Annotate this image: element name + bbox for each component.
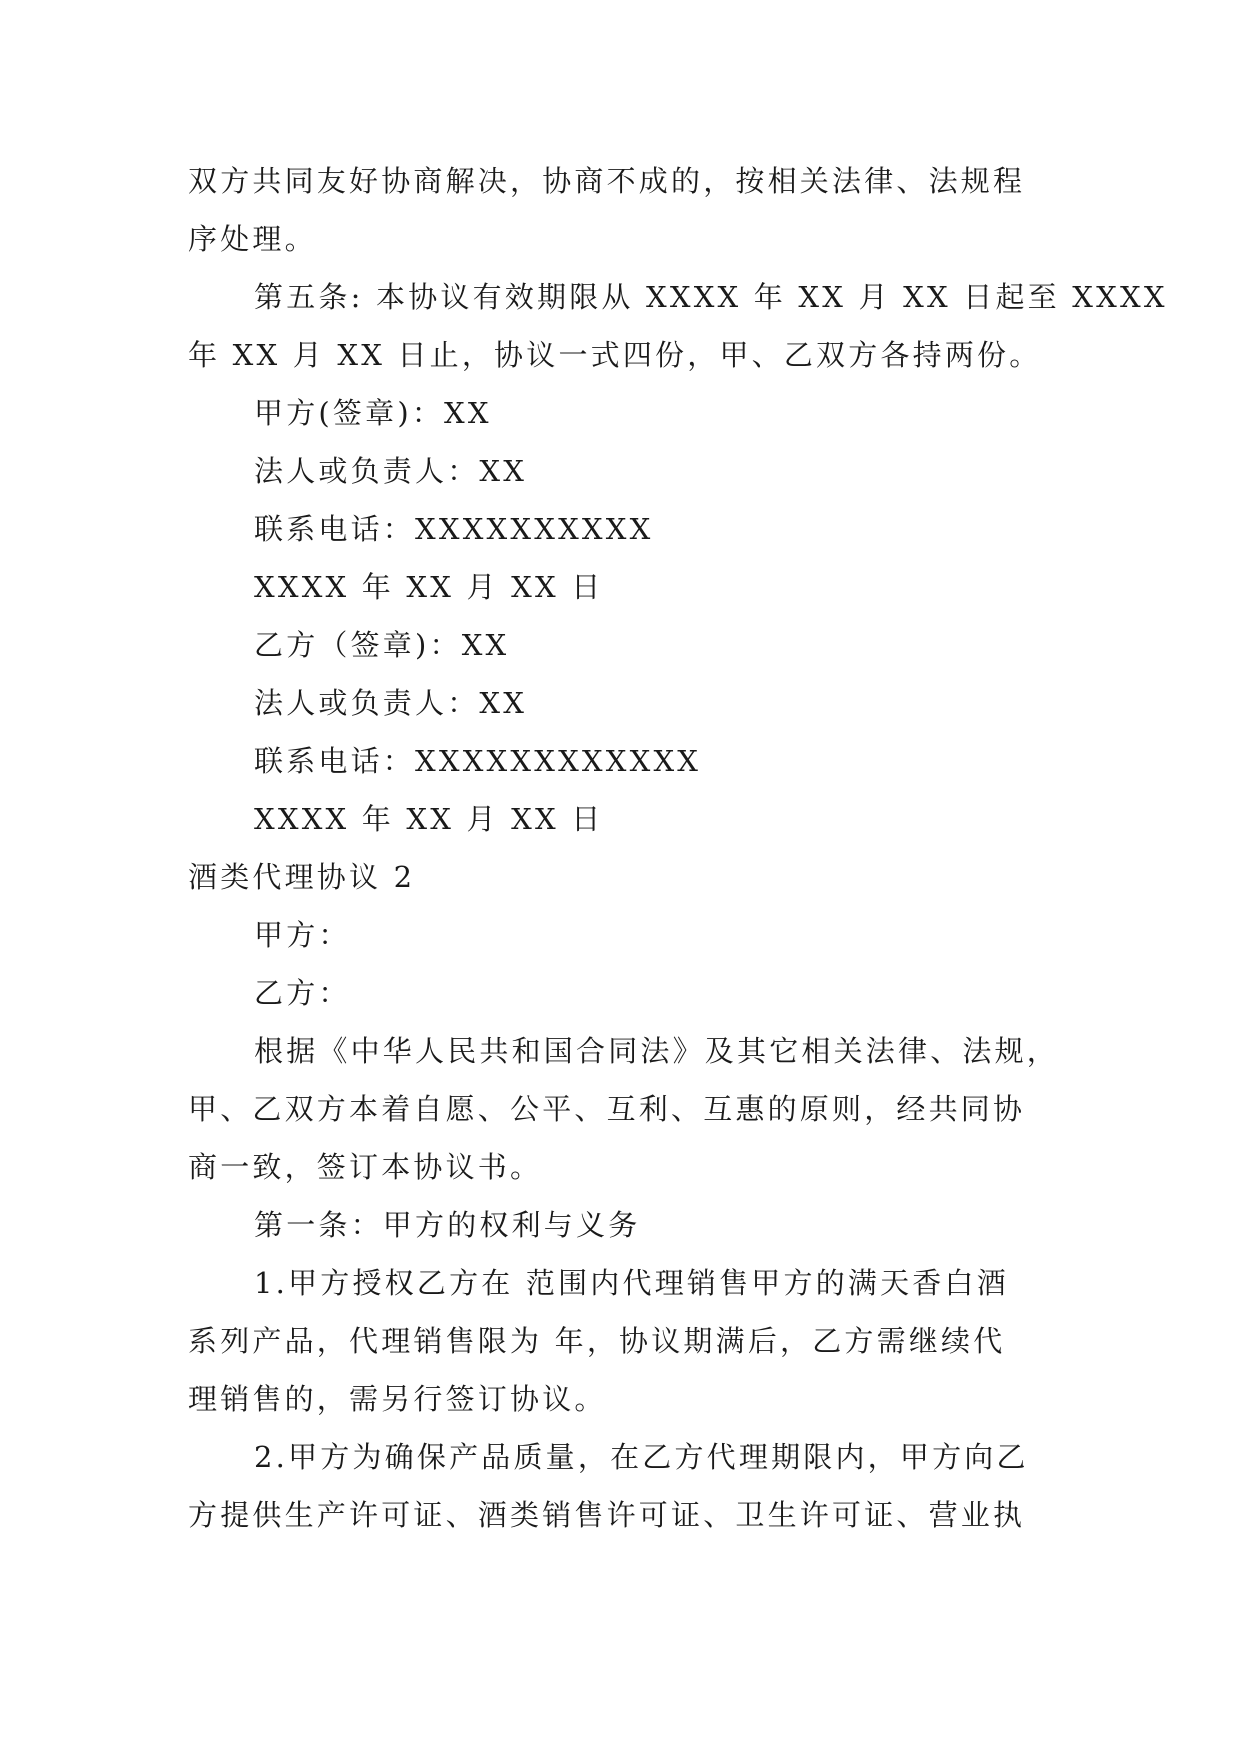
document-page — [188, 152, 1168, 1544]
section-title: 酒类代理协议 2 — [188, 860, 416, 894]
party-a-signature-line: 甲方(签章)：XX — [254, 396, 492, 430]
text-line: 系列产品，代理销售限为 年，协议期满后，乙方需继续代 — [188, 1324, 1006, 1358]
party-b-date-line: XXXX 年 XX 月 XX 日 — [254, 802, 604, 836]
party-a-representative-line: 法人或负责人：XX — [254, 454, 528, 488]
party-b-phone-line: 联系电话：XXXXXXXXXXXX — [254, 744, 702, 778]
text-line: 1.甲方授权乙方在 范围内代理销售甲方的满天香白酒 — [254, 1266, 1009, 1300]
text-line: 第五条: 本协议有效期限从 XXXX 年 XX 月 XX 日起至 XXXX — [254, 280, 1168, 314]
party-b-label: 乙方： — [254, 976, 351, 1010]
text-line: 年 XX 月 XX 日止，协议一式四份，甲、乙双方各持两份。 — [188, 338, 1042, 372]
text-line: 方提供生产许可证、酒类销售许可证、卫生许可证、营业执 — [188, 1498, 1026, 1532]
text-line: 序处理。 — [188, 222, 317, 256]
text-line: 根据《中华人民共和国合同法》及其它相关法律、法规， — [254, 1034, 1060, 1068]
article-heading: 第一条：甲方的权利与义务 — [254, 1208, 641, 1242]
party-a-label: 甲方： — [254, 918, 351, 952]
party-a-date-line: XXXX 年 XX 月 XX 日 — [254, 570, 604, 604]
text-line: 甲、乙双方本着自愿、公平、互利、互惠的原则，经共同协 — [188, 1092, 1026, 1126]
text-line: 商一致，签订本协议书。 — [188, 1150, 543, 1184]
party-b-representative-line: 法人或负责人：XX — [254, 686, 528, 720]
text-line: 双方共同友好协商解决，协商不成的，按相关法律、法规程 — [188, 164, 1026, 198]
party-a-phone-line: 联系电话：XXXXXXXXXX — [254, 512, 654, 546]
text-line: 理销售的，需另行签订协议。 — [188, 1382, 607, 1416]
party-b-signature-line: 乙方（签章)：XX — [254, 628, 510, 662]
text-line: 2.甲方为确保产品质量，在乙方代理期限内，甲方向乙 — [254, 1440, 1029, 1474]
